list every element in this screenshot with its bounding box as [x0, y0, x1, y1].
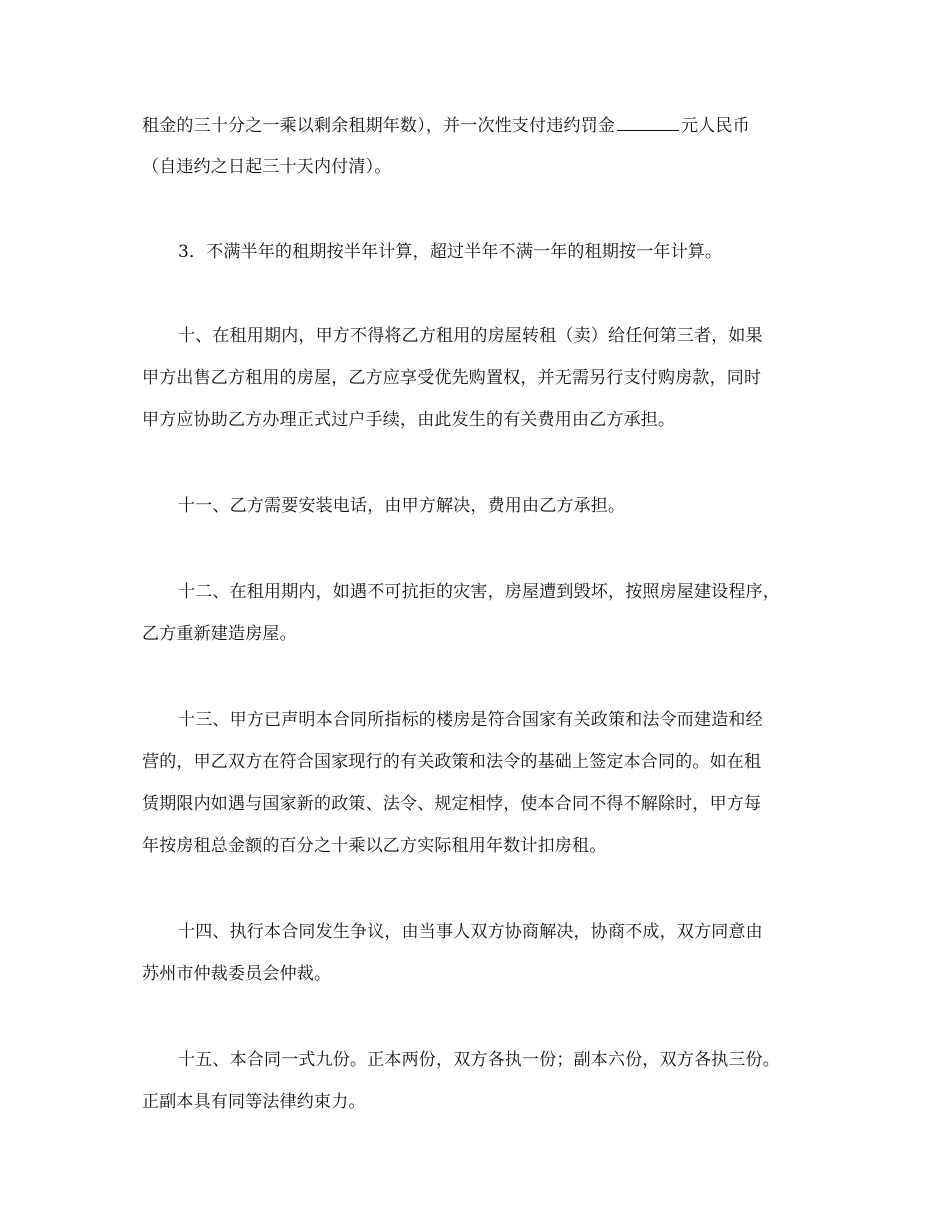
clause-11-line-1: 十一、乙方需要安装电话，由甲方解决，费用由乙方承担。	[178, 496, 626, 516]
paragraph-continuation-line-2: （自违约之日起三十天内付清）。	[142, 157, 392, 177]
clause-15-line-1: 十五、本合同一式九份。正本两份，双方各执一份；副本六份，双方各执三份。	[178, 1050, 780, 1070]
text-segment: 租金的三十分之一乘以剩余租期年数），并一次性支付违约罚金	[142, 116, 616, 136]
clause-14-line-2: 苏州市仲裁委员会仲裁。	[142, 964, 332, 984]
clause-13-line-3: 赁期限内如遇与国家新的政策、法令、规定相悖，使本合同不得不解除时，甲方每	[142, 794, 762, 814]
fill-in-blank	[617, 115, 679, 131]
clause-14-line-1: 十四、执行本合同发生争议，由当事人双方协商解决，协商不成，双方同意由	[178, 922, 763, 942]
clause-10-line-2: 甲方出售乙方租用的房屋，乙方应享受优先购置权，并无需另行支付购房款，同时	[142, 368, 762, 388]
text-segment: 元人民币	[681, 116, 750, 136]
paragraph-continuation-line-1	[142, 114, 832, 138]
clause-13-line-2: 营的，甲乙双方在符合国家现行的有关政策和法令的基础上签定本合同的。如在租	[142, 752, 762, 772]
clause-10-line-1: 十、在租用期内，甲方不得将乙方租用的房屋转租（卖）给任何第三者，如果	[178, 326, 763, 346]
clause-12-line-1: 十二、在租用期内，如遇不可抗拒的灾害，房屋遭到毁坏，按照房屋建设程序，	[178, 582, 780, 602]
clause-13-line-4: 年按房租总金额的百分之十乘以乙方实际租用年数计扣房租。	[142, 836, 607, 856]
clause-3-line-1: 3．不满半年的租期按半年计算，超过半年不满一年的租期按一年计算。	[178, 242, 723, 262]
clause-13-line-1: 十三、甲方已声明本合同所指标的楼房是符合国家有关政策和法令而建造和经	[178, 710, 763, 730]
clause-15-line-2: 正副本具有同等法律约束力。	[142, 1092, 366, 1112]
clause-10-line-3: 甲方应协助乙方办理正式过户手续，由此发生的有关费用由乙方承担。	[142, 410, 676, 430]
clause-12-line-2: 乙方重新建造房屋。	[142, 624, 297, 644]
